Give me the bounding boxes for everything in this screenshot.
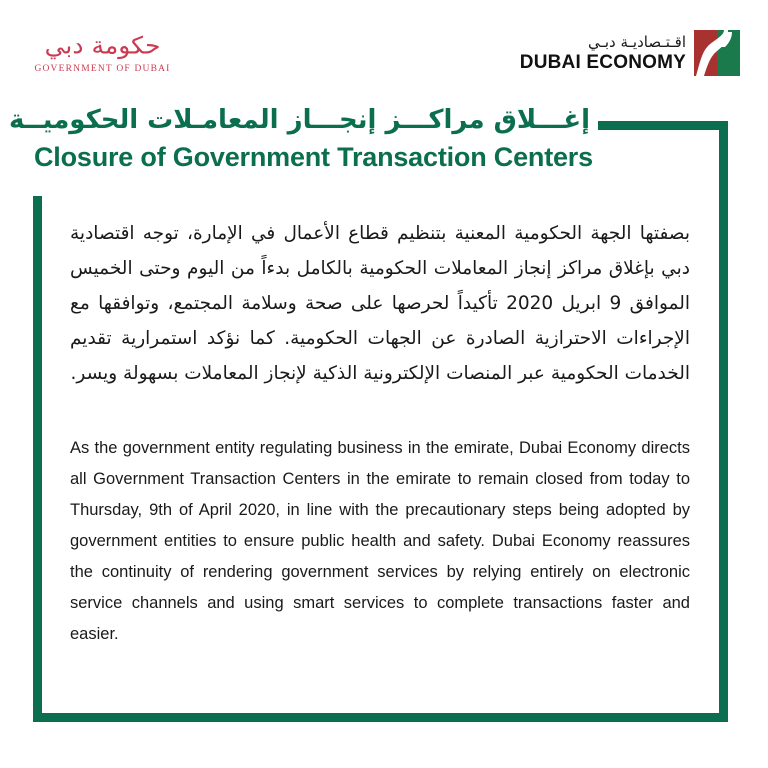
frame-border-left: [33, 196, 42, 722]
frame-border-bottom: [33, 713, 728, 722]
page-title-english: Closure of Government Transaction Centers: [34, 142, 593, 172]
dubai-economy-logo-text: [520, 32, 686, 74]
dubai-economy-arabic-label: اقـتـصاديـة دبـي: [587, 33, 686, 51]
dubai-economy-english-label: DUBAI ECONOMY: [519, 52, 686, 73]
title-rule-divider: [598, 121, 728, 130]
page-title-arabic: إغـــلاق مراكـــز إنجـــاز المعامـلات الحكوميــة: [9, 105, 590, 135]
dubai-economy-flag-mark-icon: [694, 30, 740, 76]
english-body-paragraph: As the government entity regulating business in the emirate, Dubai Economy directs all Government Transaction Centers in the emirate to remain closed from today to Thursday, 9th of April 2020, in line with the precautionary steps being adopted by government entities to ensure public health and safety. Dubai Economy reassures the continuity of rendering government services by relying entirely on electronic service channels and using smart services to complete transactions faster and easier.: [70, 439, 690, 643]
government-of-dubai-calligraphy-icon: حكومة دبي: [44, 31, 161, 60]
dubai-economy-logo: [520, 30, 740, 76]
header: [0, 0, 768, 100]
frame-border-right: [719, 121, 728, 722]
government-of-dubai-label: GOVERNMENT OF DUBAI: [34, 64, 171, 74]
title-block: [0, 100, 768, 195]
arabic-body-paragraph: بصفتها الجهة الحكومية المعنية بتنظيم قطاع الأعمال في الإمارة، توجه اقتصادية دبي بإغلاق مراكز إنجاز المعاملات الحكومية بالكامل بدءاً من اليوم وحتى الخميس الموافق 9 ابريل 2020 تأكيداً لحرصها على صحة وسلامة المجتمع، وتوافقها مع الإجراءات الاحترازية الصادرة عن الجهات الحكومية. كما نؤكد استمرارية تقديم الخدمات الحكومية عبر المنصات الإلكترونية الذكية لإنجاز المعاملات بسهولة ويسر.: [70, 223, 691, 384]
government-of-dubai-logo: [30, 32, 175, 74]
content-area: [70, 216, 690, 650]
